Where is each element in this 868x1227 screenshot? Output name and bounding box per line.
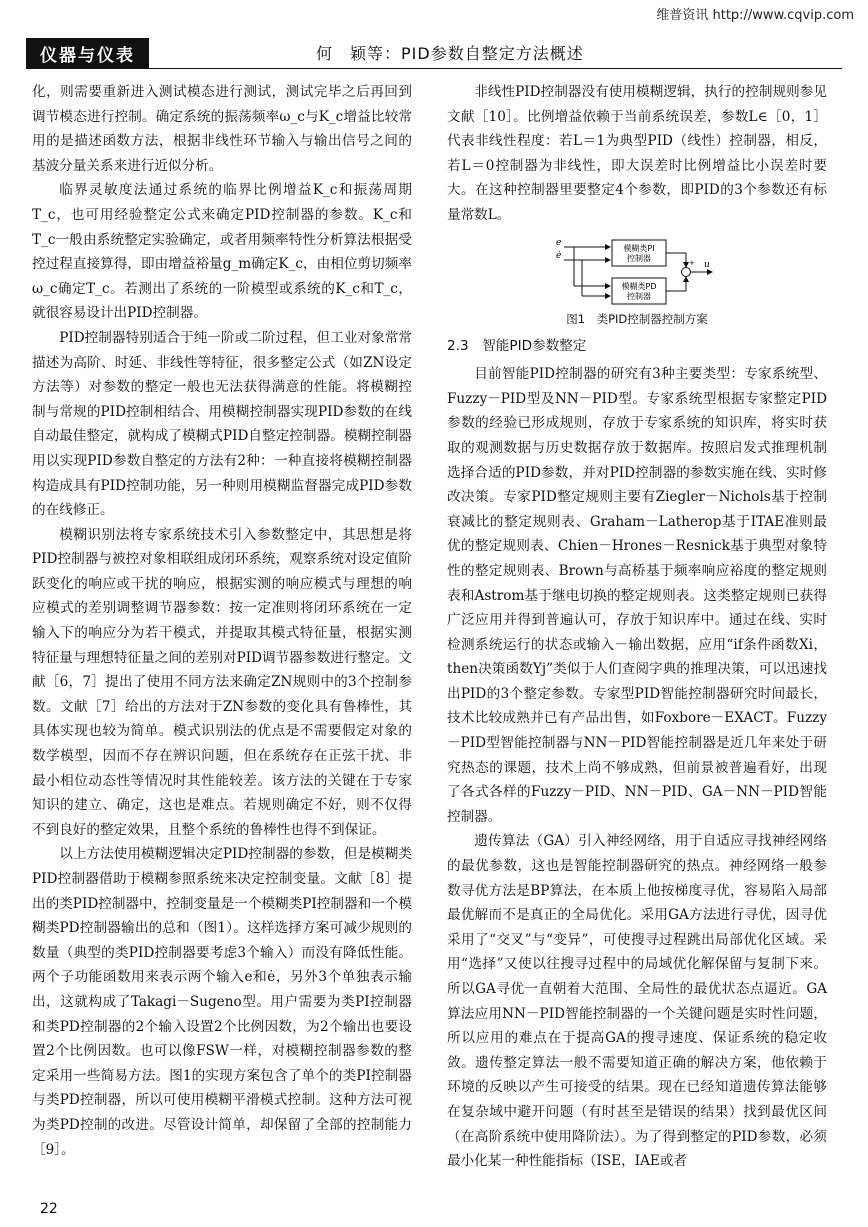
watermark: 维普资讯 http://www.cqvip.com — [656, 8, 854, 23]
section-heading: 2.3 智能PID参数整定 — [447, 337, 587, 354]
right-column — [447, 80, 827, 1174]
paragraph: 遗传算法（GA）引入神经网络，用于自适应寻找神经网络的最优参数，这也是智能控制器研究的热点。神经网络一般参数寻优方法是BP算法，在本质上他按梯度寻优，容易陷入局部最优解而不是真正的全局优化。采用GA方法进行寻优，因寻优采用了“交叉”与“变异”，可使搜寻过程跳出局部优化区域。采用“选择”又使以往搜寻过程中的局域优化解保留与复制下来。所以GA寻优一直朝着大范围、全局性的最优状态点逼近。GA算法应用NN－PID智能控制器的一个关键问题是实时性问题，所以应用的难点在于提高GA的搜寻速度、保证系统的稳定收敛。遗传整定算法一般不需要知道正确的解决方案，他依赖于环境的反映以产生可接受的结果。现在已经知道遗传算法能够在复杂域中避开问题（有时甚至是错误的结果）找到最优区间（在高阶系统中使用降阶法）。为了得到整定的PID参数，必须最小化某一种性能指标（ISE，IAE或者 — [447, 833, 827, 1170]
input-e-label: e — [556, 237, 562, 248]
input-edot-label: ė — [556, 250, 562, 261]
pi-block-label-1: 模糊类PI — [623, 243, 655, 253]
paragraph: PID控制器特别适合于纯一阶或二阶过程，但工业对象常常描述为高阶、时延、非线性等特征，很多整定公式（如ZN设定方法等）对参数的整定一般也无法获得满意的性能。将模糊控制与常规的PID控制相结合、用模糊控制器实现PID参数的在线自动最佳整定，就构成了模糊式PID自整定控制器。模糊控制器用以实现PID参数自整定的方法有2种：一种直接将模糊控制器构造成具有PID控制功能，另一种则用模糊监督器完成PID参数的在线修正。 — [32, 329, 412, 519]
figure-1 — [447, 234, 827, 308]
sum-sign: + — [689, 258, 695, 267]
left-column — [32, 80, 412, 1162]
paragraph: 目前智能PID控制器的研究有3种主要类型：专家系统型、Fuzzy－PID型及NN－PID型。专家系统型根据专家整定PID参数的经验已形成规则，存放于专家系统的知识库，将实时获取的观测数据与历史数据存放于数据库。按照启发式推理机制选择合适的PID参数，并对PID控制器的参数实施在线、实时修改决策。专家PID整定规则主要有Ziegler－Nichols基于控制衰减比的整定规则表、Graham－Latherop基于ITAE准则最优的整定规则表、Chien－Hrones－Resnick基于典型对象特性的整定规则表、Brown与高桥基于频率响应裕度的整定规则表和Astrom基于继电切换的整定规则表。这类整定规则已获得广泛应用并得到普遍认可，存放于知识库中。通过在线、实时检测系统运行的状态或输入－输出数据，应用“if条件函数Xi，then决策函数Yj”类似于人们查阅字典的推理决策，可以迅速找出PID的3个整定参数。专家型PID智能控制器研究时间最长，技术比较成熟并已有产品出售，如Foxbore－EXACT。Fuzzy－PID型智能控制器与NN－PID智能控制器是近几年来处于研究热态的课题，技术上尚不够成熟，但前景被普遍看好，出现了各式各样的Fuzzy－PID、NN－PID、GA－NN－PID智能控制器。 — [447, 366, 827, 825]
pi-block-label-2: 控制器 — [627, 253, 651, 263]
paragraph: 模糊识别法将专家系统技术引入参数整定中，其思想是将PID控制器与被控对象相联组成闭环系统，观察系统对设定值阶跃变化的响应或干扰的响应，根据实测的响应模式与理想的响应模式的差别调整调节器参数：按一定准则将闭环系统在一定输入下的响应分为若干模式，并提取其模式特征量，根据实测特征量与理想特征量之间的差别对PID调节器参数进行整定。文献［6，7］提出了使用不同方法来确定ZN规则中的3个控制参数。文献［7］给出的方法对于ZN参数的变化具有鲁棒性，其具体实现也较为简单。模式识别法的优点是不需要假定对象的数学模型，因而不存在辨识问题，但在系统存在正弦干扰、非最小相位动态性等情况时其性能较差。该方法的关键在于专家知识的建立、确定，这也是难点。若规则确定不好，则不仅得不到良好的整定效果，且整个系统的鲁棒性也得不到保证。 — [32, 526, 412, 838]
fuzzy-pid-block-diagram — [552, 234, 722, 308]
figure-caption: 图1 类PID控制器控制方案 — [566, 311, 708, 326]
header-rule — [26, 68, 842, 69]
running-head: 何 颖等：PID参数自整定方法概述 — [316, 44, 584, 63]
pd-block-label-1: 模糊类PD — [621, 281, 657, 291]
paragraph: 临界灵敏度法通过系统的临界比例增益K_c和振荡周期T_c，也可用经验整定公式来确定PID控制器的参数。K_c和T_c一般由系统整定实验确定，或者用频率特性分析算法根据受控过程直接算得，即由增益裕量g_m确定K_c，由相位剪切频率ω_c确定T_c。若测出了系统的一阶模型或系统的K_c和T_c，就很容易设计出PID控制器。 — [32, 182, 412, 322]
journal-name-badge: 仪器与仪表 — [26, 38, 149, 69]
output-u-label: u — [704, 259, 710, 270]
paragraph: 非线性PID控制器没有使用模糊逻辑，执行的控制规则参见文献［10］。比例增益依赖于当前系统误差，参数L∈［0，1］代表非线性程度：若L＝1为典型PID（线性）控制器，相反，若L＝0控制器为非线性，即大误差时比例增益比小误差时要大。在这种控制器里要整定4个参数，即PID的3个参数还有标量常数L。 — [447, 84, 827, 223]
paragraph: 化，则需要重新进入测试模态进行测试，测试完毕之后再回到调节模态进行控制。确定系统的振荡频率ω_c与K_c增益比较常用的是描述函数方法，根据非线性环节输入与输出信号之间的基波分量关系来进行近似分析。 — [32, 84, 412, 174]
page-header — [26, 38, 842, 68]
page-number: 22 — [40, 1201, 58, 1217]
summing-junction — [682, 267, 691, 276]
pd-block-label-2: 控制器 — [627, 291, 651, 301]
paragraph: 以上方法使用模糊逻辑决定PID控制器的参数，但是模糊类PID控制器借助于模糊参照系统来决定控制变量。文献［8］提出的类PID控制器中，控制变量是一个模糊类PI控制器和一个模糊类PD控制器输出的总和（图1）。这样选择方案可减少规则的数量（典型的类PID控制器要考虑3个输入）而没有降低性能。两个子功能函数用来表示两个输入e和ė，另外3个单独表示输出，这就构成了Takagi－Sugeno型。用户需要为类PI控制器和类PD控制器的2个输入设置2个比例因数，为2个输出也要设置2个比例因数。也可以像FSW一样，对模糊控制器参数的整定采用一些简易方法。图1的实现方案包含了单个的类PI控制器与类PD控制器，所以可使用模糊平滑模式控制。这种方法可视为类PD控制的改进。尽管设计简单，却保留了全部的控制能力［9］。 — [32, 846, 412, 1158]
